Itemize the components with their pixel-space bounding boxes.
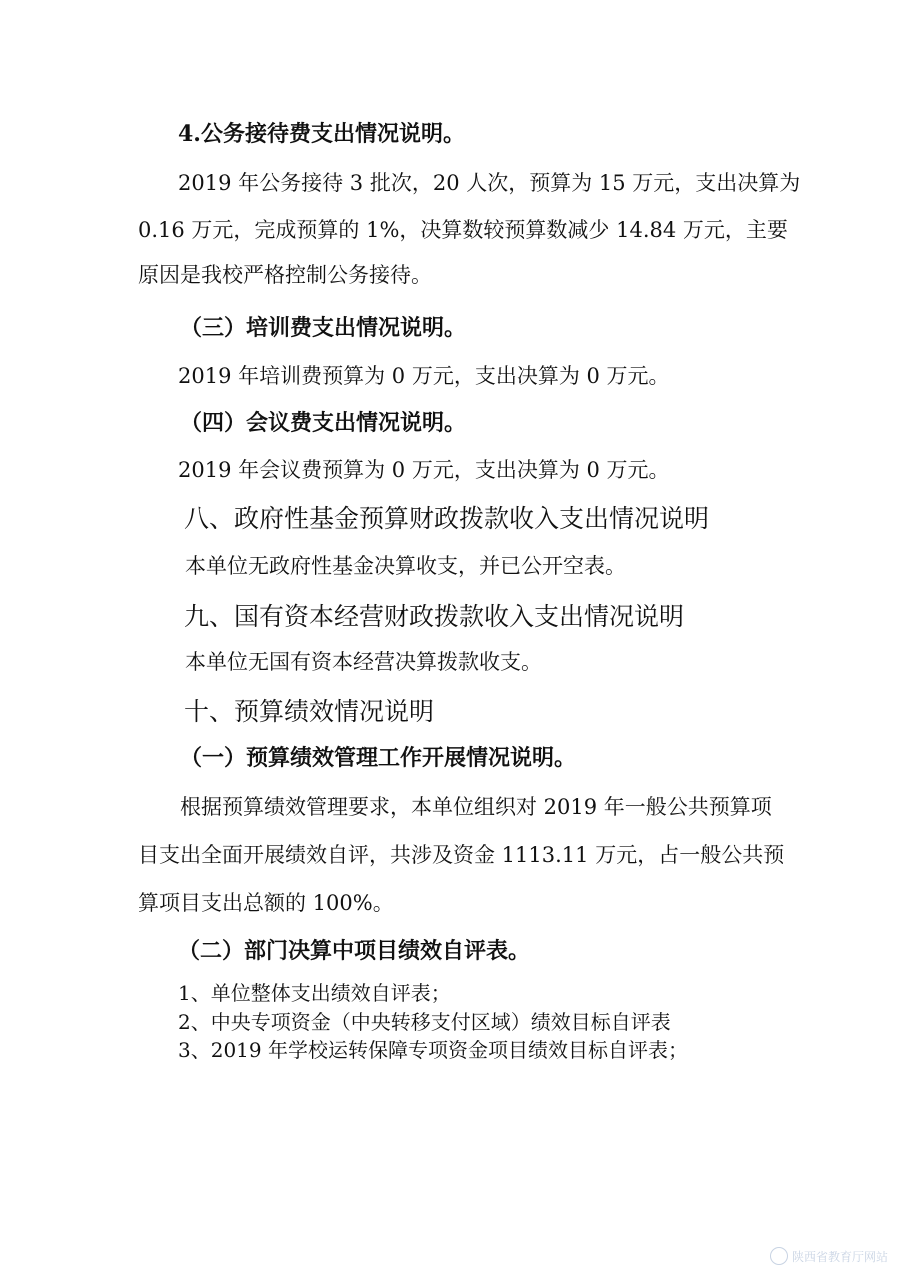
paragraph-line: 原因是我校严格控制公务接待。 — [138, 263, 432, 287]
section-heading-training: （三）培训费支出情况说明。 — [180, 315, 467, 341]
section-heading-self-evaluation: （二）部门决算中项目绩效自评表。 — [178, 938, 531, 964]
paragraph-line: 2019 年培训费预算为 0 万元，支出决算为 0 万元。 — [178, 364, 670, 388]
section-heading-meeting: （四）会议费支出情况说明。 — [180, 410, 467, 436]
chapter-heading-10: 十、预算绩效情况说明 — [184, 697, 435, 726]
site-watermark — [770, 1247, 888, 1265]
paragraph-line: 2019 年公务接待 3 批次，20 人次，预算为 15 万元，支出决算为 — [178, 171, 801, 195]
chapter-heading-8: 八、政府性基金预算财政拨款收入支出情况说明 — [184, 504, 710, 533]
chapter-heading-9: 九、国有资本经营财政拨款收入支出情况说明 — [184, 602, 685, 631]
paragraph-line: 算项目支出总额的 100%。 — [138, 891, 394, 915]
paragraph-line: 本单位无政府性基金决算收支，并已公开空表。 — [185, 554, 626, 578]
section-heading-reception: 4.公务接待费支出情况说明。 — [178, 121, 465, 147]
section-heading-performance-mgmt: （一）预算绩效管理工作开展情况说明。 — [180, 745, 577, 771]
paragraph-line: 本单位无国有资本经营决算拨款收支。 — [185, 650, 542, 674]
paragraph-line: 根据预算绩效管理要求，本单位组织对 2019 年一般公共预算项 — [180, 795, 772, 819]
list-item: 2、中央专项资金（中央转移支付区域）绩效目标自评表 — [178, 1010, 671, 1034]
paragraph-line: 2019 年会议费预算为 0 万元，支出决算为 0 万元。 — [178, 458, 670, 482]
paragraph-line: 0.16 万元，完成预算的 1%，决算数较预算数减少 14.84 万元，主要 — [138, 218, 788, 242]
paragraph-line: 目支出全面开展绩效自评，共涉及资金 1113.11 万元，占一般公共预 — [138, 843, 785, 867]
list-item: 3、2019 年学校运转保障专项资金项目绩效目标自评表； — [178, 1038, 688, 1062]
watermark-text: 陕西省教育厅网站 — [791, 1249, 888, 1264]
leaf-logo-icon — [770, 1247, 788, 1265]
list-item: 1、单位整体支出绩效自评表； — [178, 981, 451, 1005]
